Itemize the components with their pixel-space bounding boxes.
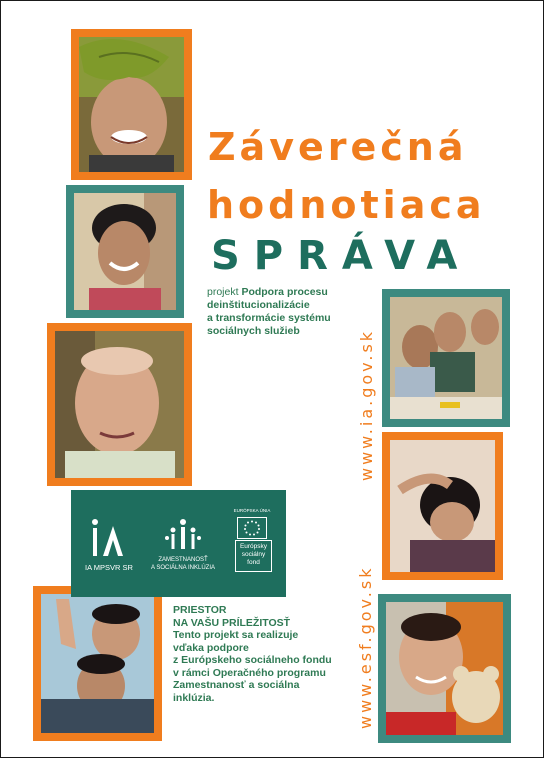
bottom-description (173, 604, 353, 704)
photo-group-table-image (390, 297, 502, 419)
zamestnanost-label-2: A SOCIÁLNA INKLÚZIA (150, 565, 216, 571)
project-name-line-4: sociálnych služieb (207, 325, 300, 337)
project-name-line-1: Podpora procesu (241, 286, 328, 298)
project-prefix: projekt (207, 286, 239, 298)
logo-band (71, 490, 286, 597)
project-description (207, 286, 377, 338)
slogan-line-1: PRIESTOR (173, 604, 227, 616)
title-line-3: SPRÁVA (211, 233, 472, 279)
photo-elderly-man-image (55, 331, 184, 478)
photo-girl-reading (382, 432, 503, 580)
photo-smiling-woman-image (74, 193, 176, 310)
eu-fund-box (235, 540, 272, 572)
title-line-1: Záverečná (208, 125, 468, 169)
ia-logo-label: IA MPSVR SR (85, 563, 133, 572)
photo-boy-with-teddy-image (386, 602, 503, 735)
eu-top-label: EURÓPSKA ÚNIA (233, 508, 271, 513)
eu-fund-line-1: Európsky (239, 543, 268, 550)
photo-boy-with-teddy (378, 594, 511, 743)
url-esf[interactable]: www.esf.gov.sk (356, 565, 375, 729)
title-line-2: hodnotiaca (207, 183, 486, 227)
body-line-3: z Európskeho sociálneho fondu (173, 654, 332, 666)
body-line-2: vďaka podpore (173, 641, 249, 654)
photo-elderly-man (47, 323, 192, 486)
eu-fund-line-2: sociálny (241, 551, 266, 558)
body-line-6: inklúzia. (173, 691, 215, 704)
photo-smiling-woman (66, 185, 184, 318)
slogan-line-2: NA VAŠU PRÍLEŽITOSŤ (173, 616, 291, 629)
eu-fund-line-3: fond (247, 559, 260, 566)
photo-men-waving-image (41, 594, 154, 733)
url-ia[interactable]: www.ia.gov.sk (357, 328, 376, 481)
ia-logo-icon (87, 516, 127, 560)
body-line-5: Zamestnanosť a sociálna (173, 679, 300, 691)
photo-men-waving (33, 586, 162, 741)
body-line-4: v rámci Operačného programu (173, 666, 326, 679)
photo-man-with-leaf-image (79, 37, 184, 172)
photo-girl-reading-image (390, 440, 495, 572)
body-line-1: Tento projekt sa realizuje (173, 629, 299, 641)
project-name-line-2: deinštitucionalizácie (207, 299, 310, 311)
eu-flag-icon (237, 517, 267, 539)
photo-group-table (382, 289, 510, 427)
zamestnanost-label-1: ZAMESTNANOSŤ (158, 557, 208, 563)
project-name-line-3: a transformácie systému (207, 312, 331, 324)
zamestnanost-logo-icon (163, 518, 203, 552)
photo-man-with-leaf (71, 29, 192, 180)
